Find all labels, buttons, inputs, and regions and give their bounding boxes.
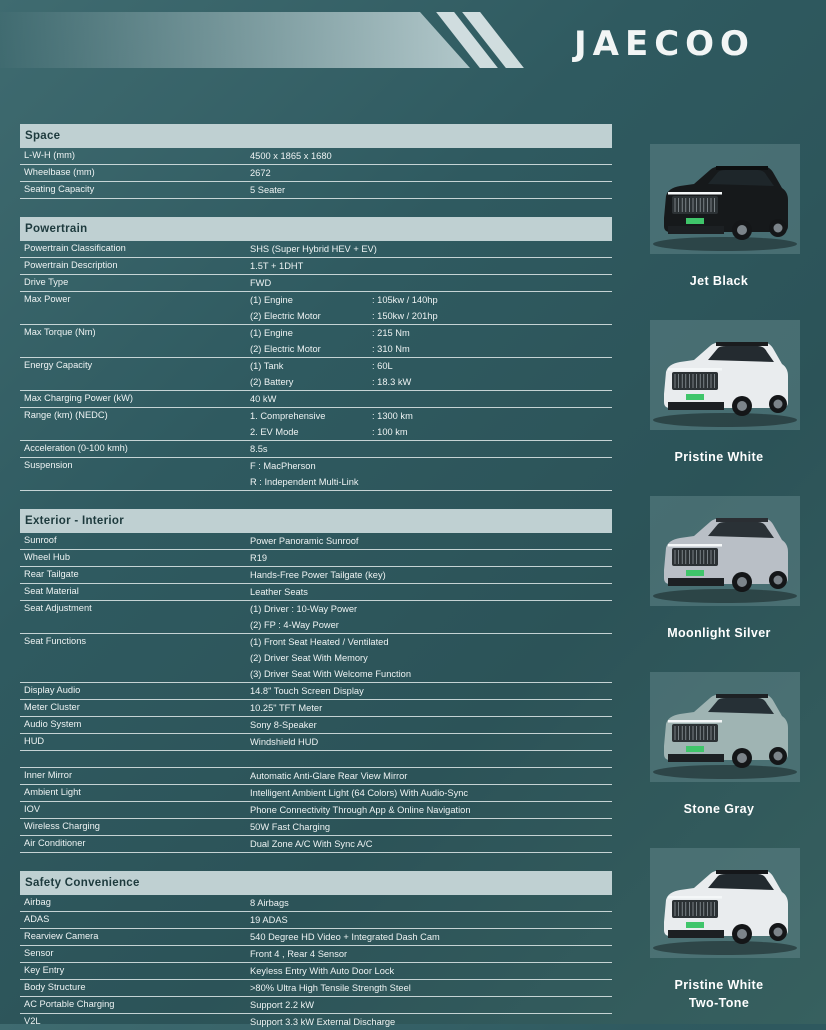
- spec-sub-value: Intelligent Ambient Light (64 Colors) With Audio-Sync: [250, 788, 469, 798]
- spec-label: ADAS: [24, 914, 50, 924]
- spec-row: [20, 292, 612, 325]
- spec-sub-label: (2) Electric Motor: [250, 311, 321, 321]
- spec-sub-value: Dual Zone A/C With Sync A/C: [250, 839, 373, 849]
- spec-value: [20, 567, 612, 583]
- spec-value: [20, 601, 612, 617]
- car-wheel-rim: [774, 928, 783, 937]
- spec-row: [20, 980, 612, 997]
- spec-label: Key Entry: [24, 965, 65, 975]
- spec-sub-value: Front 4 , Rear 4 Sensor: [250, 949, 348, 959]
- spec-sub-value: (2) Driver Seat With Memory: [250, 653, 368, 663]
- spec-row: [20, 929, 612, 946]
- spec-sub-label: (1) Engine: [250, 295, 293, 305]
- spec-sub-label: (1) Engine: [250, 328, 293, 338]
- spec-sub-label: (2) Battery: [250, 377, 294, 387]
- spec-label: Body Structure: [24, 982, 86, 992]
- spec-sub-value: : 105kw / 140hp: [372, 295, 438, 305]
- spec-row: [20, 946, 612, 963]
- car-wheel-rim: [737, 753, 747, 763]
- car-plate: [686, 922, 704, 928]
- spec-row: [20, 785, 612, 802]
- car-image: [650, 496, 800, 606]
- car-headlight: [668, 896, 722, 899]
- spec-value: [20, 424, 612, 440]
- car-shadow: [653, 237, 797, 251]
- spec-sub-label: 1. Comprehensive: [250, 411, 326, 421]
- spec-row: [20, 700, 612, 717]
- spec-value: [20, 533, 612, 549]
- spec-table: [20, 124, 612, 1030]
- car-shadow: [653, 941, 797, 955]
- spec-value: [20, 1014, 612, 1030]
- spec-label: Max Charging Power (kW): [24, 393, 134, 403]
- spec-row: [20, 1014, 612, 1030]
- spec-value: [20, 458, 612, 474]
- spec-sub-value: (1) Front Seat Heated / Ventilated: [250, 637, 389, 647]
- spec-sub-value: FWD: [250, 278, 272, 288]
- color-variant: [612, 844, 826, 1014]
- spec-label: Max Torque (Nm): [24, 327, 96, 337]
- car-windows: [708, 874, 774, 890]
- spec-row: [20, 912, 612, 929]
- spec-sub-value: 2672: [250, 168, 271, 178]
- spec-sub-value: : 18.3 kW: [372, 377, 412, 387]
- spec-label: Wheelbase (mm): [24, 167, 95, 177]
- car-image: [650, 144, 800, 254]
- spec-value: [20, 584, 612, 600]
- spec-value: [20, 634, 612, 650]
- spec-sub-value: 10.25" TFT Meter: [250, 703, 323, 713]
- spec-row: [20, 241, 612, 258]
- spec-sub-value: : 1300 km: [372, 411, 413, 421]
- spec-sub-value: 1.5T + 1DHT: [250, 261, 304, 271]
- spec-label: Inner Mirror: [24, 770, 73, 780]
- spec-row: [20, 148, 612, 165]
- car-wheel-rim: [774, 224, 783, 233]
- spec-label: Wireless Charging: [24, 821, 100, 831]
- car-wheel-rim: [774, 400, 783, 409]
- spec-row: [20, 768, 612, 785]
- spec-row: [20, 391, 612, 408]
- spec-row: [20, 634, 612, 683]
- color-variant: [612, 140, 826, 310]
- spec-row: [20, 567, 612, 584]
- spec-value: [20, 182, 612, 198]
- spec-sub-value: R19: [250, 553, 268, 563]
- spec-label: Sunroof: [24, 535, 57, 545]
- spec-sub-value: : 215 Nm: [372, 328, 410, 338]
- car-headlight: [668, 720, 722, 723]
- car-wheel-rim: [774, 576, 783, 585]
- spec-value: [20, 165, 612, 181]
- spec-row: [20, 258, 612, 275]
- spec-value: [20, 275, 612, 291]
- spec-sub-value: : 100 km: [372, 427, 408, 437]
- spec-sub-value: Power Panoramic Sunroof: [250, 536, 359, 546]
- spec-label: V2L: [24, 1016, 41, 1026]
- spec-value: [20, 802, 612, 818]
- spec-label: Seat Functions: [24, 636, 87, 646]
- spec-label: Seating Capacity: [24, 184, 95, 194]
- spec-value: [20, 308, 612, 324]
- spec-sub-value: 14.8" Touch Screen Display: [250, 686, 364, 696]
- car-headlight: [668, 368, 722, 371]
- spec-sub-value: Keyless Entry With Auto Door Lock: [250, 966, 395, 976]
- spec-value: [20, 550, 612, 566]
- spec-row: [20, 358, 612, 391]
- car-bumper: [668, 930, 724, 938]
- spec-row: [20, 182, 612, 199]
- car-headlight: [668, 544, 722, 547]
- spec-value: [20, 751, 612, 767]
- spec-sub-value: 50W Fast Charging: [250, 822, 331, 832]
- spec-value: [20, 963, 612, 979]
- spec-row: [20, 717, 612, 734]
- spec-value: [20, 912, 612, 928]
- car-image: [650, 672, 800, 782]
- spec-sub-value: : 150kw / 201hp: [372, 311, 438, 321]
- spec-sub-value: 540 Degree HD Video + Integrated Dash Cam: [250, 932, 440, 942]
- car-windows: [708, 698, 774, 714]
- spec-label: Rearview Camera: [24, 931, 99, 941]
- car-plate: [686, 218, 704, 224]
- spec-label: AC Portable Charging: [24, 999, 115, 1009]
- car-wheel-rim: [737, 401, 747, 411]
- spec-sub-value: Hands-Free Power Tailgate (key): [250, 570, 386, 580]
- spec-sub-label: (2) Electric Motor: [250, 344, 321, 354]
- spec-sub-label: (1) Tank: [250, 361, 284, 371]
- car-roof: [716, 518, 768, 522]
- color-name: Jet Black: [689, 274, 749, 288]
- spec-value: [20, 929, 612, 945]
- spec-value: [20, 474, 612, 490]
- spec-value: [20, 895, 612, 911]
- spec-sub-value: Windshield HUD: [250, 737, 319, 747]
- car-shadow: [653, 765, 797, 779]
- spec-row: [20, 325, 612, 358]
- spec-sub-value: (1) Driver : 10-Way Power: [250, 604, 358, 614]
- spec-label: Drive Type: [24, 277, 69, 287]
- car-windows: [708, 346, 774, 362]
- spec-sub-value: R : Independent Multi-Link: [250, 477, 359, 487]
- car-image: [650, 848, 800, 958]
- spec-label: Powertrain Classification: [24, 243, 126, 253]
- spec-sub-value: 19 ADAS: [250, 915, 288, 925]
- spec-value: [20, 836, 612, 852]
- spec-sub-value: (3) Driver Seat With Welcome Function: [250, 669, 412, 679]
- spec-sub-value: : 60L: [372, 361, 393, 371]
- spec-value: [20, 408, 612, 424]
- spec-label: Air Conditioner: [24, 838, 86, 848]
- car-roof: [716, 870, 768, 874]
- spec-row: [20, 458, 612, 491]
- spec-sub-value: Support 2.2 kW: [250, 1000, 315, 1010]
- spec-value: [20, 734, 612, 750]
- spec-label: Display Audio: [24, 685, 81, 695]
- spec-row: [20, 550, 612, 567]
- brand-logo: JAECOO: [574, 24, 755, 64]
- spec-value: [20, 717, 612, 733]
- spec-sub-value: Support 3.3 kW External Discharge: [250, 1017, 396, 1027]
- spec-row: [20, 275, 612, 292]
- car-bumper: [668, 226, 724, 234]
- spec-label: Sensor: [24, 948, 54, 958]
- spec-row: [20, 683, 612, 700]
- car-plate: [686, 746, 704, 752]
- spec-row: [20, 819, 612, 836]
- color-name: Moonlight Silver: [667, 626, 771, 640]
- spec-sub-value: 8.5s: [250, 444, 268, 454]
- spec-value: [20, 700, 612, 716]
- spec-row: [20, 734, 612, 751]
- color-name-line2: Two-Tone: [688, 996, 750, 1010]
- spec-row: [20, 895, 612, 912]
- spec-label: Seat Adjustment: [24, 603, 92, 613]
- spec-sub-value: >80% Ultra High Tensile Strength Steel: [250, 983, 411, 993]
- car-bumper: [668, 402, 724, 410]
- spec-sub-value: 4500 x 1865 x 1680: [250, 151, 332, 161]
- spec-value: [20, 819, 612, 835]
- section-header: Exterior - Interior: [20, 509, 612, 533]
- car-wheel-rim: [737, 225, 747, 235]
- spec-label: Max Power: [24, 294, 71, 304]
- spec-sub-value: : 310 Nm: [372, 344, 410, 354]
- color-variant: [612, 668, 826, 838]
- spec-sub-value: 8 Airbags: [250, 898, 289, 908]
- spec-row: [20, 584, 612, 601]
- spec-label: Wheel Hub: [24, 552, 70, 562]
- spec-value: [20, 325, 612, 341]
- spec-row: [20, 836, 612, 853]
- section-header: Space: [20, 124, 612, 148]
- spec-value: [20, 292, 612, 308]
- section-header: Safety Convenience: [20, 871, 612, 895]
- spec-value: [20, 666, 612, 682]
- spec-value: [20, 650, 612, 666]
- car-windows: [708, 170, 774, 186]
- spec-value: [20, 683, 612, 699]
- spec-sub-value: SHS (Super Hybrid HEV + EV): [250, 244, 377, 254]
- spec-value: [20, 148, 612, 164]
- spec-value: [20, 980, 612, 996]
- spec-value: [20, 341, 612, 357]
- section-header: Powertrain: [20, 217, 612, 241]
- spec-label: Audio System: [24, 719, 82, 729]
- car-plate: [686, 570, 704, 576]
- car-roof: [716, 694, 768, 698]
- spec-label: IOV: [24, 804, 41, 814]
- car-shadow: [653, 589, 797, 603]
- spec-sub-value: 40 kW: [250, 394, 277, 404]
- car-plate: [686, 394, 704, 400]
- color-name: Stone Gray: [683, 802, 755, 816]
- spec-sub-value: Automatic Anti-Glare Rear View Mirror: [250, 771, 408, 781]
- car-wheel-rim: [737, 577, 747, 587]
- spec-label: HUD: [24, 736, 45, 746]
- color-name: Pristine White: [674, 978, 764, 992]
- spec-value: [20, 374, 612, 390]
- car-image: [650, 320, 800, 430]
- spec-label: Acceleration (0-100 kmh): [24, 443, 128, 453]
- car-wheel-rim: [774, 752, 783, 761]
- spec-value: [20, 768, 612, 784]
- spec-sub-value: 5 Seater: [250, 185, 286, 195]
- color-name: Pristine White: [674, 450, 764, 464]
- spec-label: Powertrain Description: [24, 260, 118, 270]
- spec-row: [20, 601, 612, 634]
- car-wheel-rim: [737, 929, 747, 939]
- spec-row: [20, 963, 612, 980]
- spec-row: [20, 408, 612, 441]
- spec-value: [20, 358, 612, 374]
- spec-label: Energy Capacity: [24, 360, 93, 370]
- spec-row: [20, 997, 612, 1014]
- spec-value: [20, 946, 612, 962]
- car-bumper: [668, 754, 724, 762]
- car-shadow: [653, 413, 797, 427]
- color-variant: [612, 316, 826, 486]
- spec-sub-value: (2) FP : 4-Way Power: [250, 620, 339, 630]
- car-roof: [716, 342, 768, 346]
- spec-row: [20, 441, 612, 458]
- car-roof: [716, 166, 768, 170]
- car-bumper: [668, 578, 724, 586]
- spec-sub-value: Sony 8-Speaker: [250, 720, 317, 730]
- color-variant: [612, 492, 826, 662]
- spec-label: Meter Cluster: [24, 702, 80, 712]
- spec-row: [20, 533, 612, 550]
- car-windows: [708, 522, 774, 538]
- spec-label: Suspension: [24, 460, 73, 470]
- spec-row: [20, 165, 612, 182]
- spec-sub-value: F : MacPherson: [250, 461, 316, 471]
- spec-sub-value: Phone Connectivity Through App & Online Navigation: [250, 805, 471, 815]
- spec-label: Rear Tailgate: [24, 569, 79, 579]
- header-gradient-band: [0, 12, 470, 68]
- spec-label: Ambient Light: [24, 787, 81, 797]
- spec-label: Seat Material: [24, 586, 79, 596]
- spec-label: Airbag: [24, 897, 51, 907]
- car-headlight: [668, 192, 722, 195]
- spec-label: L-W-H (mm): [24, 150, 75, 160]
- spec-value: [20, 617, 612, 633]
- spec-value: [20, 785, 612, 801]
- spec-sub-label: 2. EV Mode: [250, 427, 299, 437]
- spec-sub-value: Leather Seats: [250, 587, 308, 597]
- spec-row: [20, 751, 612, 768]
- spec-label: Range (km) (NEDC): [24, 410, 108, 420]
- spec-row: [20, 802, 612, 819]
